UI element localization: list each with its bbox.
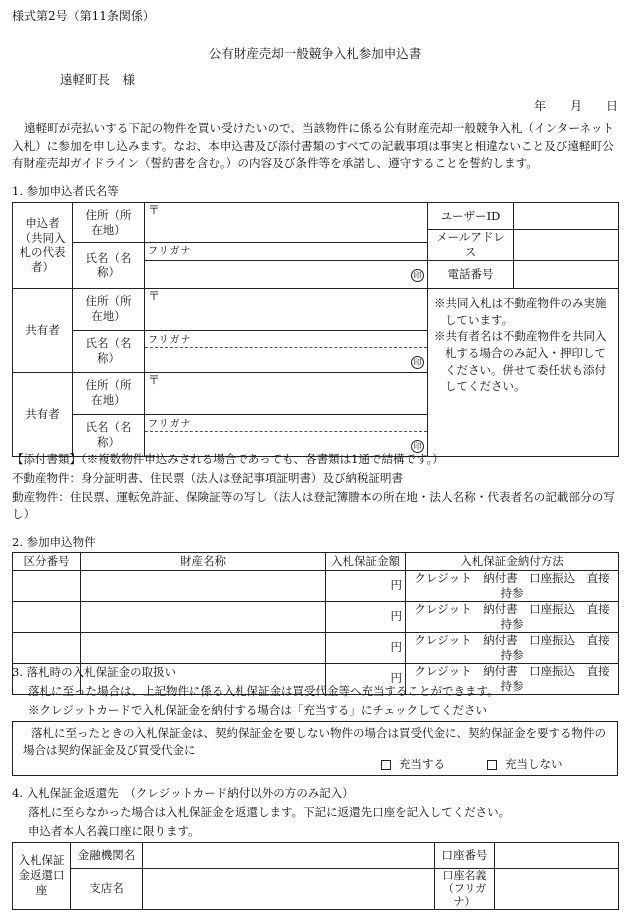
- header-lot-number: 区分番号: [13, 553, 81, 571]
- coowner1-address-field[interactable]: [145, 288, 428, 330]
- coowner-notes: [428, 288, 619, 456]
- refund-account-table: [12, 842, 619, 910]
- yen-unit: 円: [390, 609, 402, 624]
- addressee: 遠軽町長 様: [60, 72, 136, 87]
- attachments-heading: 【添付書類】（※複数物件申込みされる場合であっても、各書類は1通で結構です。）: [12, 452, 444, 466]
- attachments-realestate: 不動産物件：身分証明書、住民票（法人は登記事項証明書）及び納税証明書: [12, 471, 403, 485]
- section4-line2: 申込者本人名義口座に限ります。: [28, 824, 200, 838]
- checkbox-apply[interactable]: [381, 760, 391, 770]
- date-field[interactable]: 年 月 日: [533, 99, 618, 113]
- furigana-label: フリガナ: [145, 418, 427, 432]
- option-not-apply[interactable]: [487, 757, 563, 773]
- coowner2-address-field[interactable]: [145, 372, 428, 414]
- section4-heading: 4. 入札保証金返還先 （クレジットカード納付以外の方のみ記入）: [12, 786, 354, 800]
- phone-label: 電話番号: [428, 260, 514, 288]
- deposit-handling-box: [12, 721, 618, 776]
- table-row: [13, 601, 619, 632]
- deposit-amount-field[interactable]: [326, 571, 406, 602]
- bank-name-field[interactable]: [143, 843, 435, 869]
- table-row: [13, 632, 619, 663]
- name-label-text: 氏名（名称）: [85, 336, 132, 366]
- table-row: [13, 571, 619, 602]
- section3-line1: 落札に至った場合は、上記物件に係る入札保証金は買受代金等へ充当することができます。: [28, 684, 499, 698]
- coowner1-name-field[interactable]: [145, 330, 428, 372]
- furigana-label: フリガナ: [148, 246, 192, 257]
- section2-heading: 2. 参加申込物件: [12, 535, 96, 549]
- coowner1-name-label: [73, 330, 145, 372]
- branch-name-label: 支店名: [71, 869, 143, 910]
- section3-heading: 3. 落札時の入札保証金の取扱い: [12, 665, 177, 679]
- yen-unit: 円: [390, 671, 402, 686]
- account-number-label: 口座番号: [435, 843, 495, 869]
- account-holder-field[interactable]: [495, 869, 619, 910]
- form-number: 様式第2号（第11条関係）: [12, 9, 155, 23]
- note-joint-bid: ※共同入札は不動産物件のみ実施しています。: [434, 295, 607, 327]
- seal-mark: 印: [411, 440, 424, 453]
- option-not-apply-label: 充当しない: [505, 757, 563, 771]
- applicant-address-field[interactable]: [145, 203, 428, 243]
- property-name-field[interactable]: [81, 632, 326, 663]
- coowner2-address-label: [73, 372, 145, 414]
- applicant-label-cell: [13, 203, 73, 289]
- postal-mark: 〒: [148, 203, 161, 217]
- email-label: メールアドレス: [428, 230, 514, 261]
- section4-line1: 落札に至らなかった場合は入札保証金を返還します。下記に返還先口座を記入してください。: [28, 805, 511, 819]
- payment-method-options[interactable]: クレジット 納付書 口座振込 直接持参: [406, 601, 619, 632]
- account-holder-label: 口座名義（フリガナ）: [435, 869, 495, 910]
- applicant-name-field[interactable]: [145, 260, 428, 288]
- coowner2-name-label: [73, 414, 145, 456]
- payment-method-options[interactable]: クレジット 納付書 口座振込 直接持参: [406, 663, 619, 694]
- account-number-field[interactable]: [495, 843, 619, 869]
- section1-heading: 1. 参加申込者氏名等: [12, 184, 119, 198]
- header-payment-method: 入札保証金納付方法: [406, 553, 619, 571]
- applicant-furigana-field[interactable]: [145, 243, 428, 261]
- property-name-field[interactable]: [81, 601, 326, 632]
- note-coowner: ※共有者名は不動産物件を共同入札する場合のみ記入・押印してください。併せて委任状も添付してください。: [434, 329, 607, 394]
- postal-mark: 〒: [148, 372, 161, 387]
- coowner1-address-label: [73, 288, 145, 330]
- attachments-movable: 動産物件：住民票、運転免許証、保険証等の写し（法人は登記簿謄本の所在地・法人名称・代表者名の記載部分の写し）: [12, 490, 615, 521]
- lot-number-field[interactable]: [13, 601, 81, 632]
- intro-paragraph: 遠軽町が売払いする下記の物件を買い受けたいので、当該物件に係る公有財産売却一般競争入札（インターネット入札）に参加を申し込みます。なお、本申込書及び添付書類のすべての記載事項は事実と相違ないこと及び遠軽町公有財産売却ガイドライン（誓約書を含む。）の内容及び条件等を承諾し、遵守することを誓約します。: [12, 121, 615, 171]
- deposit-handling-text: 落札に至ったときの入札保証金は、契約保証金を要しない物件の場合は買受代金に、契約保証金を要する物件の場合は契約保証金及び買受代金に: [23, 726, 606, 757]
- email-field[interactable]: [514, 230, 619, 261]
- deposit-amount-field[interactable]: [326, 632, 406, 663]
- yen-unit: 円: [390, 640, 402, 655]
- refund-account-label: 入札保証金返還口座: [13, 843, 71, 910]
- bank-name-label: 金融機関名: [71, 843, 143, 869]
- user-id-label: ユーザーID: [428, 203, 514, 230]
- user-id-field[interactable]: [514, 203, 619, 230]
- address-label-text: 住所（所在地）: [85, 294, 132, 324]
- seal-wrapper: [145, 432, 427, 453]
- lot-number-field[interactable]: [13, 632, 81, 663]
- property-name-field[interactable]: [81, 571, 326, 602]
- section3-credit-note: ※クレジットカードで入札保証金を納付する場合は「充当する」にチェックしてください: [28, 703, 488, 717]
- applicant-label: 申込者（共同入札の代表者）: [19, 215, 66, 275]
- checkbox-not-apply[interactable]: [487, 760, 497, 770]
- header-deposit-amount: 入札保証金額: [326, 553, 406, 571]
- option-apply-label: 充当する: [399, 757, 445, 771]
- lot-number-field[interactable]: [13, 571, 81, 602]
- seal-mark: 印: [411, 356, 424, 369]
- coowner2-name-field[interactable]: [145, 414, 428, 456]
- applicant-address-label: [73, 203, 145, 243]
- address-label-text: 住所（所在地）: [85, 378, 132, 408]
- phone-field[interactable]: [514, 260, 619, 288]
- name-label-text: 氏名（名称）: [85, 420, 132, 450]
- coowner1-label: 共有者: [13, 288, 73, 372]
- applicant-name-label: [73, 243, 145, 289]
- form-title: 公有財産売却一般競争入札参加申込書: [208, 46, 422, 61]
- address-label-text: 住所（所在地）: [85, 207, 132, 237]
- seal-mark: 印: [411, 269, 424, 282]
- header-property-name: 財産名称: [81, 553, 326, 571]
- deposit-amount-field[interactable]: [326, 601, 406, 632]
- coowner2-label: 共有者: [13, 372, 73, 456]
- name-label-text: 氏名（名称）: [85, 250, 132, 280]
- furigana-label: フリガナ: [145, 334, 427, 348]
- seal-wrapper: [145, 348, 427, 369]
- postal-mark: 〒: [148, 288, 161, 303]
- option-apply[interactable]: [381, 757, 445, 773]
- applicant-table: [12, 202, 619, 457]
- yen-unit: 円: [390, 578, 402, 593]
- branch-name-field[interactable]: [143, 869, 435, 910]
- payment-method-options[interactable]: クレジット 納付書 口座振込 直接持参: [406, 571, 619, 602]
- payment-method-options[interactable]: クレジット 納付書 口座振込 直接持参: [406, 632, 619, 663]
